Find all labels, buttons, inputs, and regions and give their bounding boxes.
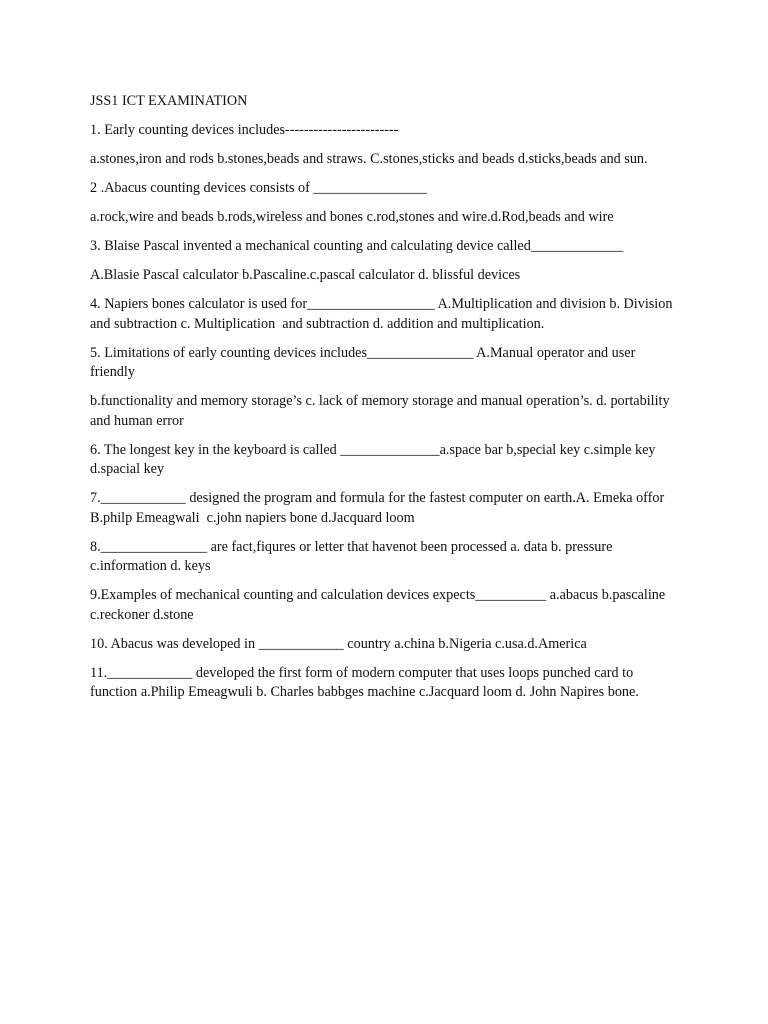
question-3: 3. Blaise Pascal invented a mechanical counting and calculating device called_____________ [90, 238, 624, 254]
question-5-options: b.functionality and memory storage’s c. lack of memory storage and manual operation’s. d. portability and human error [90, 393, 674, 429]
question-6: 6. The longest key in the keyboard is called ______________a.space bar b,special key c.simple key d.spacial key [90, 441, 660, 477]
question-3-options: A.Blasie Pascal calculator b.Pascaline.c.pascal calculator d. blissful devices [90, 267, 521, 283]
exam-title: JSS1 ICT EXAMINATION [90, 93, 248, 109]
question-11: 11.____________ developed the first form of modern computer that uses loops punched card to function a.Philip Emeagwuli b. Charles babbges machine c.Jacquard loom d. John Napires bone. [90, 664, 639, 700]
document-content [90, 92, 682, 712]
question-1: 1. Early counting devices includes------------------------ [90, 122, 399, 138]
question-7: 7.____________ designed the program and formula for the fastest computer on earth.A. Emeka offor B.philp Emeagwali c.john napiers bone d.Jacquard loom [90, 490, 668, 526]
question-2: 2 .Abacus counting devices consists of ________________ [90, 180, 427, 196]
question-10: 10. Abacus was developed in ____________ country a.china b.Nigeria c.usa.d.America [90, 635, 587, 652]
question-9: 9.Examples of mechanical counting and calculation devices expects__________ a.abacus b.pascaline c.reckoner d.stone [90, 587, 669, 623]
question-2-options: a.rock,wire and beads b.rods,wireless and bones c.rod,stones and wire.d.Rod,beads and wire [90, 209, 614, 225]
question-8: 8._______________ are fact,fiqures or letter that havenot been processed a. data b. pressure c.information d. keys [90, 538, 616, 574]
question-5: 5. Limitations of early counting devices includes_______________ A.Manual operator and user friendly [90, 344, 639, 380]
question-1-options: a.stones,iron and rods b.stones,beads and straws. C.stones,sticks and beads d.sticks,beads and sun. [90, 151, 648, 167]
question-4: 4. Napiers bones calculator is used for__________________ A.Multiplication and division b. Division and subtraction c. Multiplication and subtraction d. addition and multiplication. [90, 296, 676, 332]
